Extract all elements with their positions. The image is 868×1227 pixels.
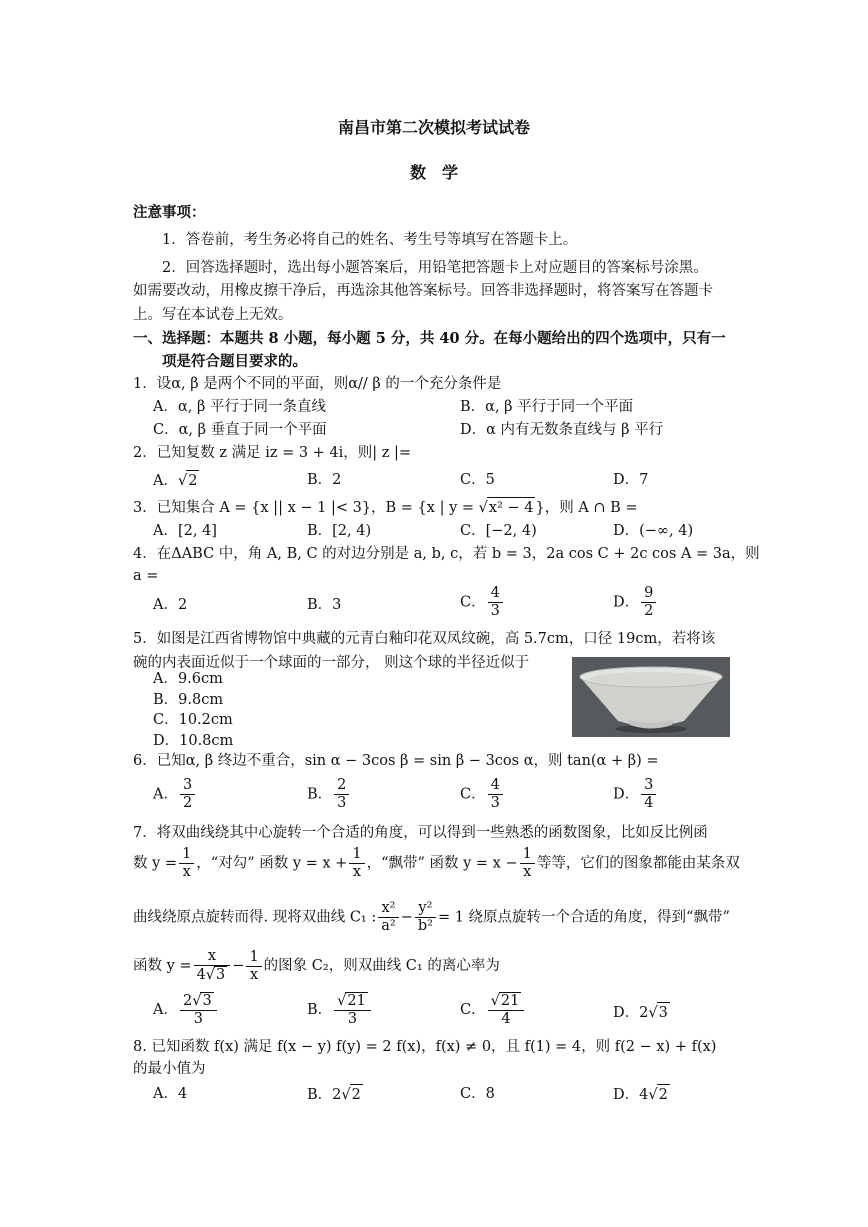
q7-stem-line4: [133, 948, 500, 984]
subject-title: 数 学: [409, 163, 458, 182]
q7-line2-text-c: ，“飘带” 函数 y = x −: [366, 855, 518, 872]
q6-option-b-label: B．: [307, 786, 333, 803]
q6-option-a-label: A．: [153, 786, 178, 803]
q6-stem: 6．已知α, β 终边不重合，sin α − 3cos β = sin β − 3cos α，则 tan(α + β) =: [133, 753, 659, 769]
q7-option-c-label: C．: [460, 1002, 486, 1018]
fraction-numerator: 9: [641, 585, 656, 603]
fraction-denominator: 3: [490, 603, 500, 619]
q5-option-d: D．10.8cm: [153, 733, 234, 749]
q7-stem-line3: [133, 900, 730, 935]
q3-stem: 3．已知集合 A = {x || x − 1 |< 3}，B = {x | y = √x² − 4 }，则 A ∩ B =: [133, 497, 638, 518]
q7-stem-line2: [133, 846, 740, 881]
fraction-denominator: x: [523, 864, 532, 880]
q7-option-b-fraction: [334, 992, 371, 1028]
q8-option-b-radicand: 2: [350, 1084, 363, 1105]
fraction-numerator: y²: [415, 900, 436, 918]
q3-stem-part-b: }，则 A ∩ B =: [535, 500, 638, 516]
q2-option-a: A．√2: [153, 470, 199, 491]
fraction-numerator: 3: [641, 777, 656, 795]
q4-option-c: [460, 585, 505, 620]
section-heading-line1: 一、选择题：本题共 8 小题，每小题 5 分，共 40 分。在每小题给出的四个选项中，只有一: [133, 330, 726, 347]
notice-heading: 注意事项：: [133, 204, 206, 221]
numerator-radicand: 21: [347, 993, 366, 1009]
q2-option-a-value: 2: [186, 470, 199, 491]
q7-option-a: [153, 992, 219, 1028]
q6-option-b-fraction: [334, 777, 349, 812]
q5-stem-line1: 5．如图是江西省博物馆中典藏的元青白釉印花双凤纹碗，高 5.7cm，口径 19cm，若将该: [133, 631, 716, 647]
q7-option-d: D．2√3: [613, 1002, 670, 1023]
q4-option-d-fraction: [641, 585, 656, 620]
fraction-numerator: x: [194, 948, 231, 966]
q4-option-d: [613, 585, 658, 620]
q4-option-a: A．2: [153, 597, 188, 613]
section-heading-line2: 项是符合题目要求的。: [162, 353, 307, 370]
fraction-numerator: 1: [179, 846, 194, 864]
q3-option-a: A．[2, 4]: [153, 523, 217, 539]
fraction-numerator: x²: [378, 900, 398, 918]
q3-option-d: D．(−∞, 4): [613, 523, 694, 539]
fraction-numerator: 1: [520, 846, 535, 864]
q7-option-d-coefficient: 2: [639, 1005, 649, 1021]
q7-line3-minus: −: [400, 909, 413, 926]
q8-option-b-coefficient: 2: [332, 1087, 342, 1103]
q5-option-a: A．9.6cm: [153, 671, 223, 687]
q5-stem-line2: 碗的内表面近似于一个球面的一部分， 则这个球的半径近似于: [133, 655, 530, 671]
q7-option-d-label: D．: [613, 1005, 640, 1021]
q7-option-d-radicand: 3: [657, 1002, 670, 1023]
fraction-numerator: 2: [334, 777, 349, 795]
fraction-numerator: √21: [334, 992, 371, 1011]
q2-option-a-label: A．: [153, 473, 178, 489]
numerator-radicand: 21: [500, 993, 520, 1009]
notice-item-2-line1: 2．回答选择题时，选出每小题答案后，用铅笔把答题卡上对应题目的答案标号涂黑。: [162, 260, 708, 276]
q6-option-a-fraction: [180, 777, 195, 812]
q7-line3-text-b: = 1 绕原点旋转一个合适的角度，得到“飘带”: [437, 909, 730, 926]
q7-line2-text-b: ，“对勾” 函数 y = x +: [196, 855, 348, 872]
notice-item-2-line2: 如需要改动，用橡皮擦干净后，再选涂其他答案标号。回答非选择题时，将答案写在答题卡: [133, 283, 713, 299]
notice-item-1: 1．答卷前，考生务必将自己的姓名、考生号等填写在答题卡上。: [162, 232, 578, 248]
bowl-illustration: [572, 657, 730, 737]
fraction-numerator: 4: [488, 777, 503, 795]
q2-option-d: D．7: [613, 472, 649, 488]
q3-stem-root: x² − 4: [487, 497, 536, 518]
notice-item-2-line3: 上。写在本试卷上无效。: [133, 307, 293, 323]
q2-option-c: C．5: [460, 472, 495, 488]
fraction-denominator: 3: [193, 1011, 203, 1027]
fraction-denominator: b²: [417, 918, 433, 934]
q8-option-c: C．8: [460, 1086, 495, 1102]
q7-option-c-fraction: [488, 992, 525, 1028]
q1-option-a: A．α, β 平行于同一条直线: [153, 399, 326, 415]
q7-option-b: [307, 992, 373, 1028]
fraction-denominator: 3: [337, 795, 347, 811]
q2-option-b: B．2: [307, 472, 342, 488]
fraction-numerator: 1: [349, 846, 364, 864]
q1-stem: 1．设α, β 是两个不同的平面，则α// β 的一个充分条件是: [133, 376, 502, 392]
q3-option-b: B．[2, 4): [307, 523, 372, 539]
fraction-denominator: 3: [490, 795, 500, 811]
q6-option-a: [153, 777, 197, 812]
q8-option-b: B．2√2: [307, 1084, 363, 1105]
fraction-denominator: x: [352, 864, 362, 880]
q7-option-b-label: B．: [307, 1002, 333, 1018]
q5-option-b: B．9.8cm: [153, 692, 224, 708]
q4-option-c-label: C．: [460, 594, 486, 611]
q1-option-d: D．α 内有无数条直线与 β 平行: [460, 422, 664, 438]
q7-fraction-ribbon: [520, 846, 535, 881]
q8-option-d-coefficient: 4: [639, 1087, 649, 1103]
q3-stem-part-a: 3．已知集合 A = {x || x − 1 |< 3}，B = {x | y =: [133, 500, 479, 516]
exam-title: 南昌市第二次模拟考试试卷: [337, 118, 530, 137]
q7-line2-text-d: 等等，它们的图象都能由某条双: [536, 855, 740, 872]
q4-stem-line1: 4．在ΔABC 中，角 A, B, C 的对边分别是 a, b, c，若 b = 3，2a cos C + 2c cos A = 3a，则: [133, 546, 760, 562]
q6-option-d-label: D．: [613, 786, 640, 803]
q7-fraction-x2a2: [378, 900, 398, 935]
fraction-numerator: 1: [246, 949, 261, 967]
q6-option-c-fraction: [488, 777, 503, 812]
q7-line4-text-a: 函数 y =: [133, 958, 192, 974]
q1-option-b: B．α, β 平行于同一个平面: [460, 399, 634, 415]
q6-option-d: [613, 777, 658, 812]
fraction-denominator: 2: [644, 603, 654, 619]
q8-option-b-label: B．: [307, 1087, 333, 1103]
q5-option-c: C．10.2cm: [153, 712, 233, 728]
fraction-numerator: 2√3: [180, 992, 217, 1011]
denominator-radicand: 3: [216, 967, 226, 983]
fraction-denominator: 2: [182, 795, 193, 811]
fraction-numerator: 4: [488, 585, 503, 603]
q7-fraction-hook: [349, 846, 364, 881]
q7-line3-text-a: 曲线绕原点旋转而得. 现将双曲线 C₁ :: [133, 909, 377, 926]
q7-option-a-fraction: [180, 992, 217, 1028]
q6-option-d-fraction: [641, 777, 656, 812]
q8-option-d: D．4√2: [613, 1084, 670, 1105]
fraction-denominator: 4√3: [196, 967, 226, 983]
q6-option-b: [307, 777, 351, 812]
q4-option-c-fraction: [488, 585, 503, 620]
q7-fraction-x-over-4root3: [194, 948, 231, 984]
fraction-denominator: x: [249, 966, 259, 983]
fraction-denominator: x: [182, 864, 191, 880]
q3-option-c: C．[−2, 4): [460, 523, 537, 539]
q7-fraction-1-over-x: [246, 949, 261, 984]
denominator-coefficient: 4: [196, 967, 206, 983]
fraction-denominator: 4: [501, 1011, 511, 1027]
q8-stem-line2: 的最小值为: [133, 1061, 206, 1077]
q4-option-d-label: D．: [613, 594, 640, 611]
fraction-denominator: a²: [381, 918, 396, 934]
q4-stem-line2: a =: [133, 568, 159, 584]
q7-line4-minus: −: [232, 958, 245, 974]
q1-option-c: C．α, β 垂直于同一个平面: [153, 422, 327, 438]
q8-option-d-radicand: 2: [657, 1084, 670, 1105]
fraction-numerator: √21: [488, 992, 525, 1011]
q7-fraction-inverse: [179, 846, 194, 881]
q7-option-a-label: A．: [153, 1002, 178, 1018]
q8-option-d-label: D．: [613, 1087, 640, 1103]
q7-line2-text-a: 数 y =: [133, 855, 178, 872]
bowl-photo: [572, 657, 730, 737]
q6-option-c: [460, 777, 505, 812]
fraction-denominator: 4: [644, 795, 654, 811]
fraction-numerator: 3: [180, 777, 195, 795]
q6-option-c-label: C．: [460, 786, 486, 803]
numerator-radicand: 3: [202, 993, 212, 1009]
q7-fraction-y2b2: [415, 900, 436, 935]
q4-option-b: B．3: [307, 597, 342, 613]
q2-stem: 2．已知复数 z 满足 iz = 3 + 4i，则| z |=: [133, 445, 412, 461]
numerator-coefficient: 2: [182, 993, 193, 1009]
q7-stem-line1: 7．将双曲线绕其中心旋转一个合适的角度，可以得到一些熟悉的函数图象，比如反比例函: [133, 825, 708, 841]
q7-line4-text-b: 的图象 C₂，则双曲线 C₁ 的离心率为: [263, 958, 500, 974]
q8-stem-line1: 8. 已知函数 f(x) 满足 f(x − y) f(y) = 2 f(x)，f(x) ≠ 0，且 f(1) = 4，则 f(2 − x) + f(x): [133, 1039, 717, 1055]
fraction-denominator: 3: [347, 1011, 358, 1027]
q8-option-a: A．4: [153, 1086, 188, 1102]
q7-option-c: [460, 992, 526, 1028]
